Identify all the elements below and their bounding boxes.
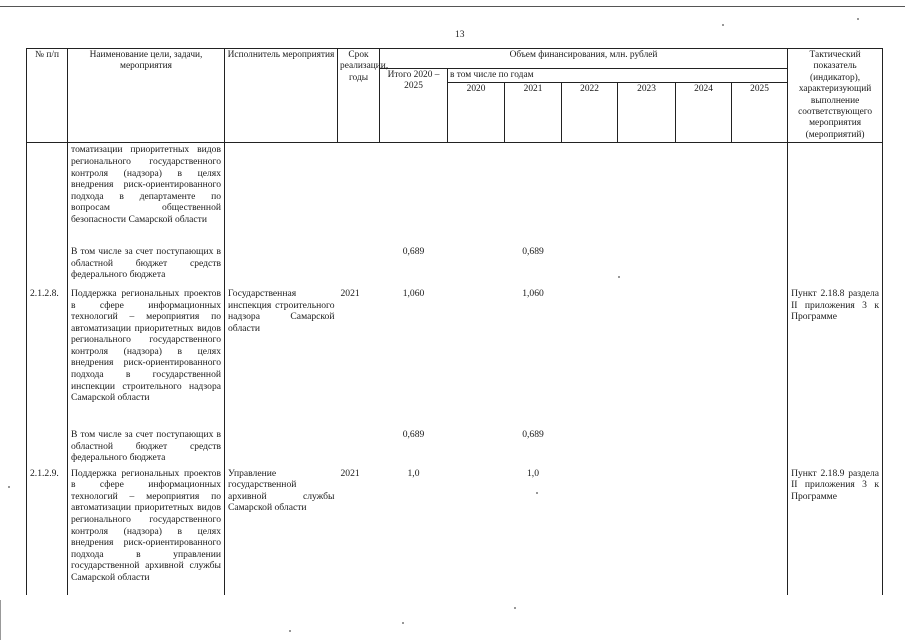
row-num: 2.1.2.8. bbox=[27, 287, 68, 428]
row-total: 0,689 bbox=[402, 245, 425, 257]
scan-speck bbox=[857, 18, 859, 20]
row-executor bbox=[225, 245, 338, 287]
header-year-2023: 2023 bbox=[618, 83, 676, 143]
row-2023 bbox=[618, 467, 676, 595]
header-term: Срок реализации, годы bbox=[338, 49, 380, 143]
row-2021: 0,689 bbox=[522, 245, 544, 257]
row-2021: 0,689 bbox=[522, 428, 544, 440]
table-row bbox=[27, 428, 883, 467]
row-2020 bbox=[448, 428, 505, 467]
row-total: 1,060 bbox=[402, 287, 425, 299]
row-2024 bbox=[676, 143, 732, 245]
header-name: Наименование цели, задачи, мероприятия bbox=[68, 49, 225, 143]
row-2023 bbox=[618, 245, 676, 287]
header-num: № п/п bbox=[27, 49, 68, 143]
row-indicator bbox=[788, 428, 883, 467]
row-name: Поддержка региональных проектов в сфере информационных технологий – мероприятия по автоматизации приоритетных видов регионального государственного контроля (надзора) в целях внедрения риск-ориентированного подхода в управлении государственной архивной службы Самарской области bbox=[68, 467, 225, 595]
scan-speck bbox=[514, 607, 516, 609]
row-term bbox=[338, 143, 380, 245]
row-executor: Управление государственной архивной службы Самарской области bbox=[228, 467, 335, 514]
row-executor bbox=[225, 428, 338, 467]
table-row bbox=[27, 245, 883, 287]
row-num bbox=[27, 428, 68, 467]
table-row bbox=[27, 467, 883, 595]
row-2024 bbox=[676, 287, 732, 428]
row-2022 bbox=[562, 287, 618, 428]
page-number: 13 bbox=[455, 30, 465, 40]
row-2021: 1,060 bbox=[522, 287, 544, 299]
funding-table bbox=[26, 48, 883, 595]
row-indicator: Пункт 2.18.9 раздела II приложения 3 к Программе bbox=[788, 467, 883, 595]
row-term bbox=[338, 428, 380, 467]
scan-speck bbox=[8, 486, 10, 488]
row-num bbox=[27, 143, 68, 245]
row-2024 bbox=[676, 245, 732, 287]
header-year-2021: 2021 bbox=[505, 83, 562, 143]
row-2022 bbox=[562, 467, 618, 595]
table-body bbox=[27, 143, 883, 595]
row-2022 bbox=[562, 143, 618, 245]
row-total bbox=[380, 143, 448, 245]
row-2025 bbox=[732, 245, 788, 287]
row-term bbox=[338, 245, 380, 287]
row-term: 2021 bbox=[340, 467, 360, 479]
row-num bbox=[27, 245, 68, 287]
row-name: Поддержка региональных проектов в сфере информационных технологий – мероприятия по автоматизации приоритетных видов регионального государственного контроля (надзора) в целях внедрения риск-ориентированного подхода в государственной инспекции строительного надзора Самарской области bbox=[68, 287, 225, 428]
header-year-2022: 2022 bbox=[562, 83, 618, 143]
row-2020 bbox=[448, 245, 505, 287]
row-2023 bbox=[618, 143, 676, 245]
header-year-2020: 2020 bbox=[448, 83, 505, 143]
row-2020 bbox=[448, 287, 505, 428]
row-executor bbox=[225, 143, 338, 245]
row-2024 bbox=[676, 467, 732, 595]
row-2023 bbox=[618, 428, 676, 467]
row-indicator: Пункт 2.18.8 раздела II приложения 3 к Программе bbox=[788, 287, 883, 428]
row-total: 0,689 bbox=[402, 428, 425, 440]
top-rule bbox=[0, 6, 905, 7]
table-row bbox=[27, 143, 883, 245]
header-by-years: в том числе по годам bbox=[448, 69, 788, 83]
row-executor: Государственная инспекция строительного надзора Самарской области bbox=[228, 287, 335, 334]
row-2021 bbox=[505, 143, 562, 245]
row-name: В том числе за счет поступающих в областной бюджет средств федерального бюджета bbox=[68, 245, 225, 287]
table-header bbox=[27, 49, 883, 143]
row-2022 bbox=[562, 245, 618, 287]
header-year-2025: 2025 bbox=[732, 83, 788, 143]
header-funding: Объем финансирования, млн. рублей bbox=[380, 49, 788, 69]
header-total: Итого 2020 – 2025 bbox=[380, 69, 448, 143]
row-indicator bbox=[788, 143, 883, 245]
row-2024 bbox=[676, 428, 732, 467]
row-name: В том числе за счет поступающих в областной бюджет средств федерального бюджета bbox=[68, 428, 225, 467]
scan-speck bbox=[722, 24, 724, 26]
row-2025 bbox=[732, 428, 788, 467]
table-row bbox=[27, 287, 883, 428]
row-2020 bbox=[448, 143, 505, 245]
scan-speck bbox=[402, 622, 404, 624]
row-2025 bbox=[732, 467, 788, 595]
scan-speck bbox=[618, 276, 620, 278]
row-2021: 1,0 bbox=[527, 467, 539, 479]
header-executor: Исполнитель мероприятия bbox=[225, 49, 338, 143]
row-2020 bbox=[448, 467, 505, 595]
row-2025 bbox=[732, 287, 788, 428]
scan-edge bbox=[0, 600, 1, 640]
row-num: 2.1.2.9. bbox=[27, 467, 68, 595]
scan-speck bbox=[289, 630, 291, 632]
header-year-2024: 2024 bbox=[676, 83, 732, 143]
row-indicator bbox=[788, 245, 883, 287]
header-indicator: Тактический показатель (индикатор), характеризующий выполнение соответствующего мероприятия (мероприятий) bbox=[788, 49, 883, 143]
row-2023 bbox=[618, 287, 676, 428]
row-2022 bbox=[562, 428, 618, 467]
row-name: томатизации приоритетных видов регионального государственного контроля (надзора) в целях внедрения риск-ориентированного подхода в департаменте по вопросам общественной безопасности Самарской области bbox=[68, 143, 225, 245]
scan-speck bbox=[536, 492, 538, 494]
row-total: 1,0 bbox=[407, 467, 420, 479]
row-2025 bbox=[732, 143, 788, 245]
row-term: 2021 bbox=[340, 287, 360, 299]
